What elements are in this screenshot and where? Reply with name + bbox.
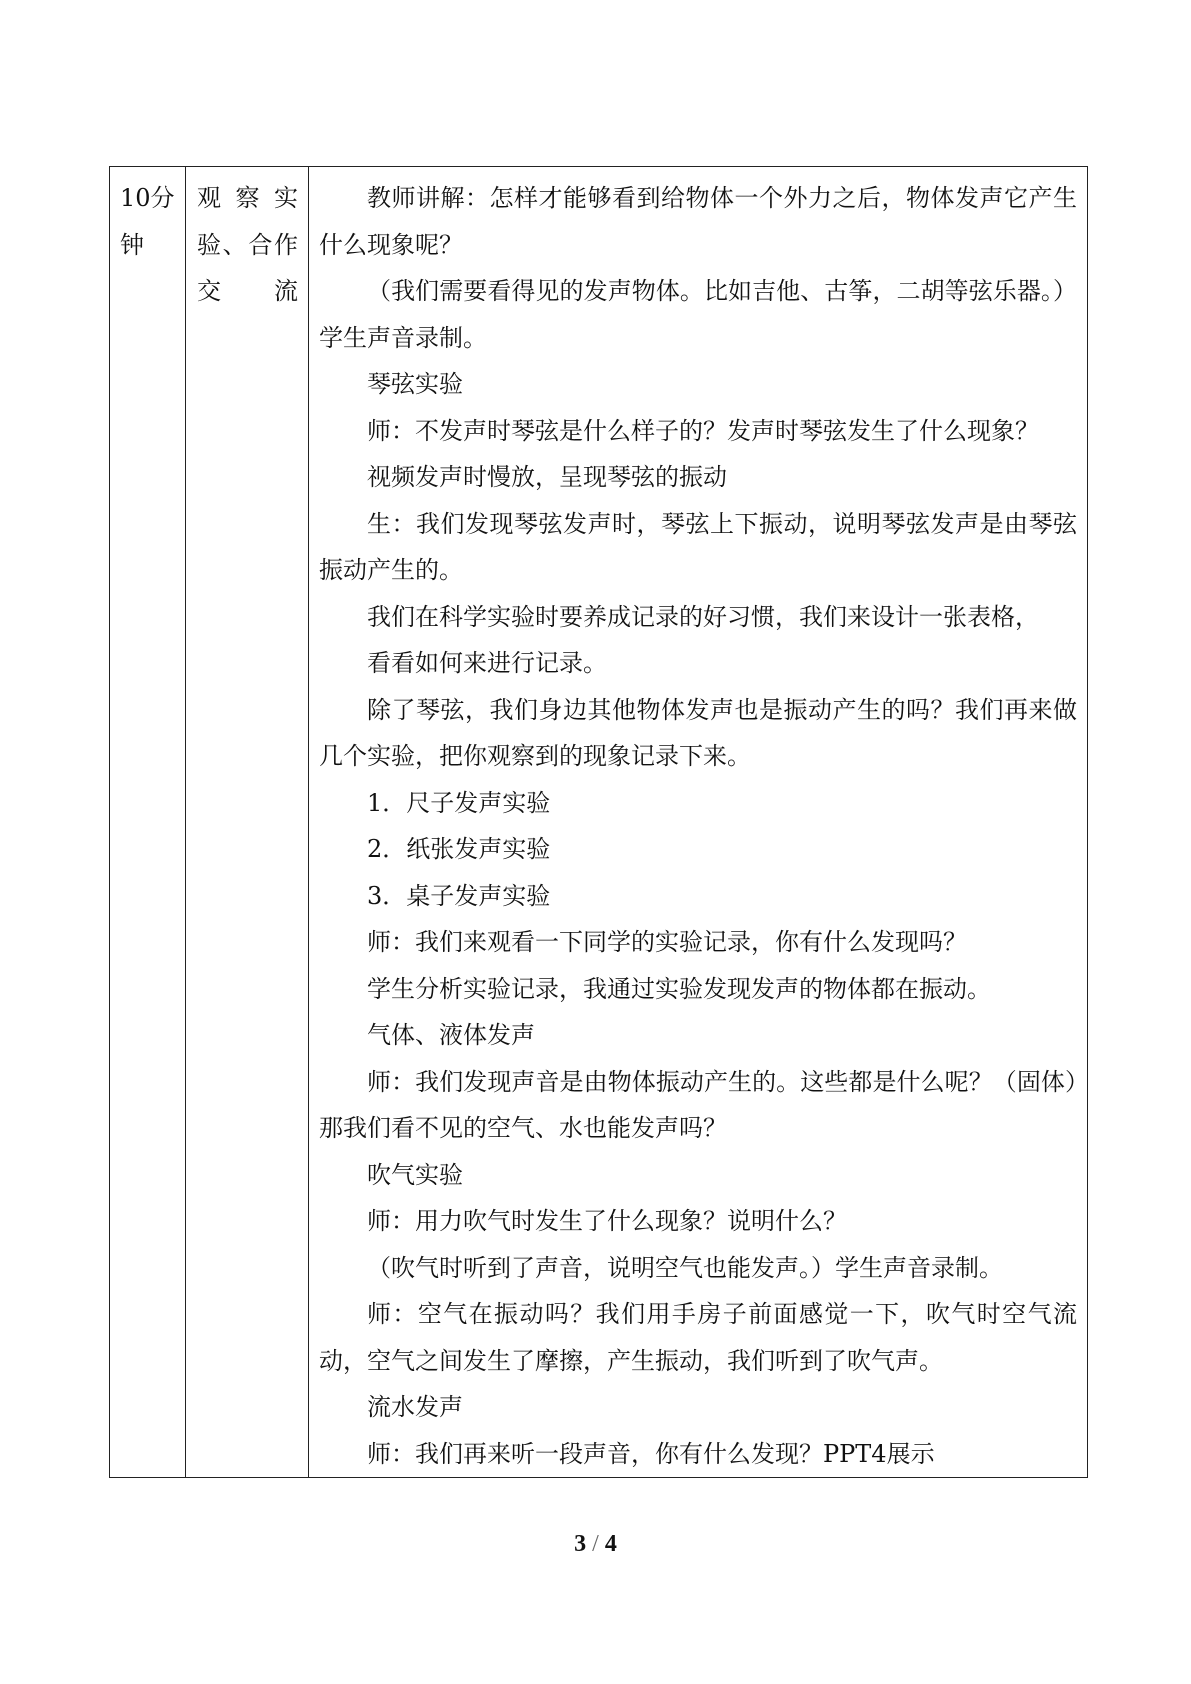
content-paragraph: 生：我们发现琴弦发声时，琴弦上下振动，说明琴弦发声是由琴弦振动产生的。 xyxy=(319,509,1077,584)
current-page: 3 xyxy=(574,1531,587,1557)
content-paragraph: 除了琴弦，我们身边其他物体发声也是振动产生的吗？我们再来做几个实验，把你观察到的现象记录下来。 xyxy=(319,695,1077,770)
content-paragraph: （吹气时听到了声音，说明空气也能发声。）学生声音录制。 xyxy=(367,1253,1003,1282)
content-paragraph: 吹气实验 xyxy=(367,1160,463,1189)
page-separator: / xyxy=(592,1531,599,1557)
content-paragraph: 气体、液体发声 xyxy=(367,1021,535,1049)
content-cell xyxy=(309,167,1088,1478)
table-row xyxy=(110,167,1088,1478)
activity-line: 观察实 xyxy=(197,184,298,212)
activity-line: 验、合作 xyxy=(197,230,298,259)
content-paragraph: 3．桌子发声实验 xyxy=(367,881,551,910)
time-cell xyxy=(110,167,186,1478)
lesson-plan-table xyxy=(109,166,1088,1478)
content-paragraph: 我们在科学实验时要养成记录的好习惯，我们来设计一张表格， xyxy=(367,602,1039,631)
content-paragraph: 视频发声时慢放，呈现琴弦的振动 xyxy=(367,463,727,491)
total-pages: 4 xyxy=(604,1531,617,1557)
content-paragraph: 师：我们来观看一下同学的实验记录，你有什么发现吗？ xyxy=(367,928,967,956)
content-paragraph: 教师讲解：怎样才能够看到给物体一个外力之后，物体发声它产生什么现象呢？ xyxy=(319,184,1077,259)
activity-cell xyxy=(186,167,309,1478)
activity-line: 交流 xyxy=(197,277,298,305)
content-paragraph: 流水发声 xyxy=(367,1393,463,1421)
time-text: 10分钟 xyxy=(120,184,175,259)
content-paragraph: 师：我们再来听一段声音，你有什么发现？PPT4展示 xyxy=(367,1439,935,1468)
content-paragraph: 看看如何来进行记录。 xyxy=(367,649,607,677)
page-number xyxy=(0,1531,1191,1558)
content-paragraph: 师：我们发现声音是由物体振动产生的。这些都是什么呢？（固体）那我们看不见的空气、水也能发声吗？ xyxy=(319,1067,1077,1142)
content-paragraph: 师：不发声时琴弦是什么样子的？发声时琴弦发生了什么现象？ xyxy=(367,416,1039,445)
content-paragraph: （我们需要看得见的发声物体。比如吉他、古筝，二胡等弦乐器。）学生声音录制。 xyxy=(319,277,1077,352)
content-paragraph: 学生分析实验记录，我通过实验发现发声的物体都在振动。 xyxy=(367,974,991,1003)
content-paragraph: 师：空气在振动吗？我们用手房子前面感觉一下，吹气时空气流动，空气之间发生了摩擦，产生振动，我们听到了吹气声。 xyxy=(319,1300,1077,1375)
content-paragraph: 师：用力吹气时发生了什么现象？说明什么？ xyxy=(367,1207,847,1235)
content-paragraph: 1．尺子发声实验 xyxy=(367,788,551,817)
content-paragraph: 琴弦实验 xyxy=(367,370,463,398)
content-paragraph: 2．纸张发声实验 xyxy=(367,835,551,863)
